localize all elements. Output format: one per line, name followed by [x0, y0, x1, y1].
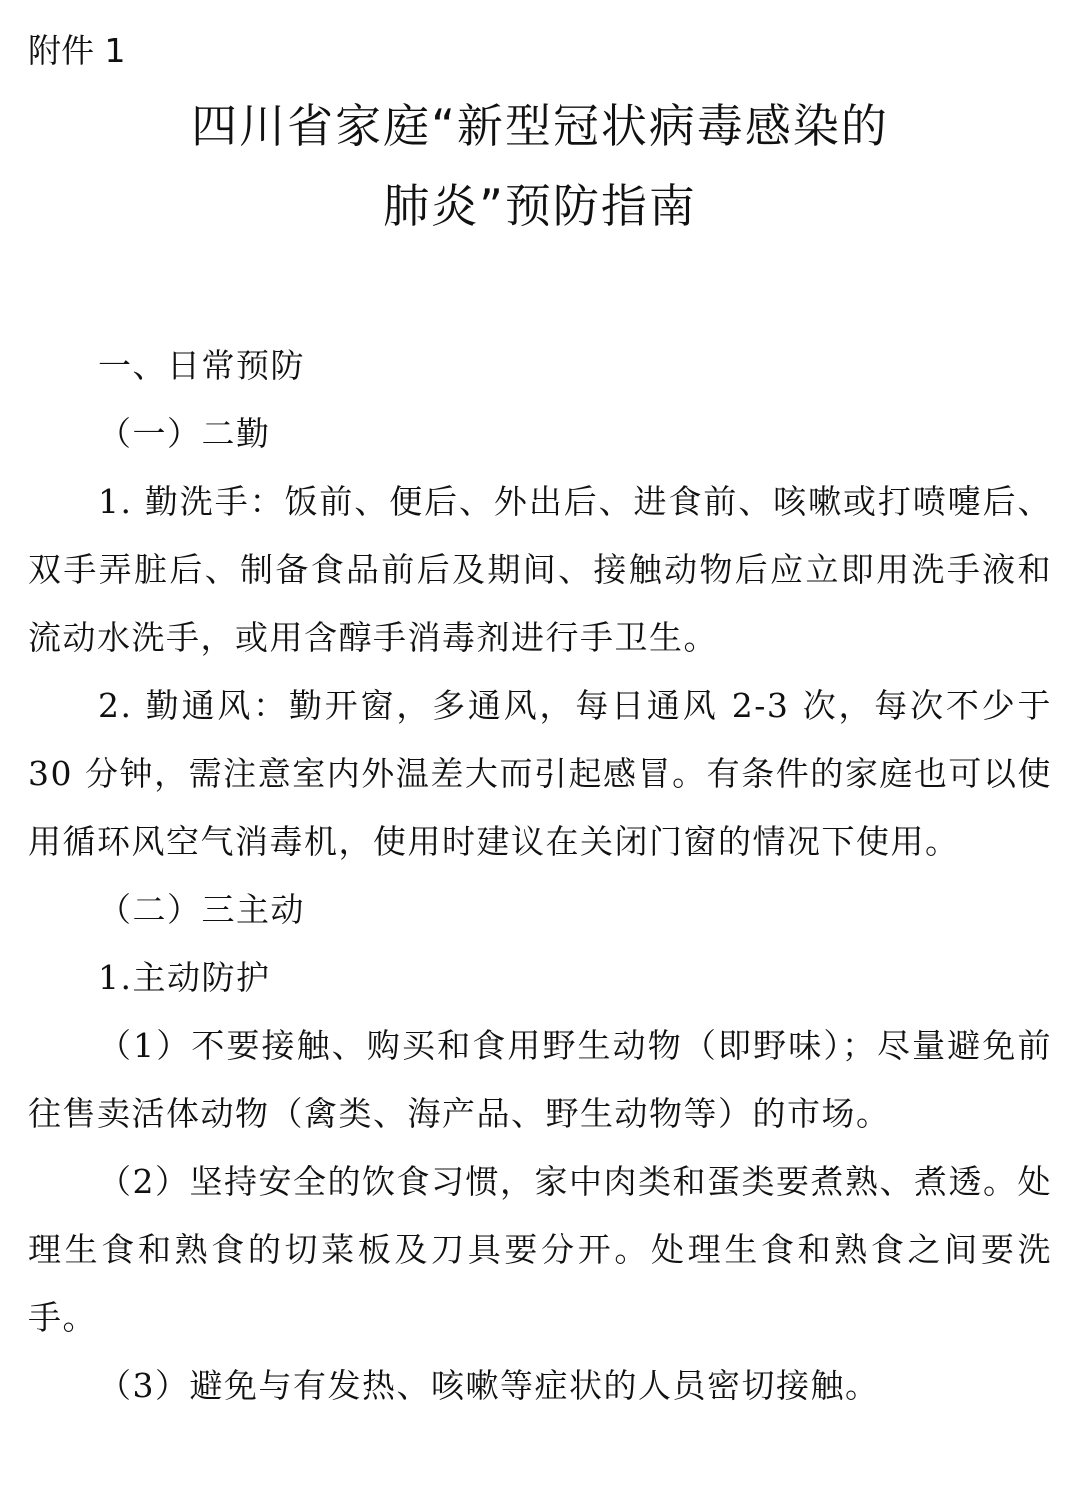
document-body [28, 332, 1052, 1420]
document-title-line-2: 肺炎”预防指南 [383, 179, 697, 233]
paragraph-avoid-wild-animals: （1）不要接触、购买和食用野生动物（即野味）；尽量避免前往售卖活体动物（禽类、海产品、野生动物等）的市场。 [28, 1026, 1052, 1133]
paragraph-safe-eating: （2）坚持安全的饮食习惯，家中肉类和蛋类要煮熟、煮透。处理生食和熟食的切菜板及刀具要分开。处理生食和熟食之间要洗手。 [28, 1162, 1052, 1337]
paragraph-wash-hands: 1. 勤洗手：饭前、便后、外出后、进食前、咳嗽或打喷嚏后、双手弄脏后、制备食品前后及期间、接触动物后应立即用洗手液和流动水洗手，或用含醇手消毒剂进行手卫生。 [28, 482, 1052, 657]
subsection-heading-three-initiatives: （二）三主动 [98, 890, 305, 929]
document-title-line-1: 四川省家庭“新型冠状病毒感染的 [191, 99, 889, 153]
item-heading-active-protection: 1.主动防护 [98, 958, 271, 997]
paragraph-avoid-contact: （3）避免与有发热、咳嗽等症状的人员密切接触。 [98, 1366, 880, 1405]
section-heading-daily-prevention: 一、日常预防 [98, 346, 305, 385]
attachment-label: 附件 1 [28, 31, 126, 70]
subsection-heading-two-diligences: （一）二勤 [98, 414, 271, 453]
paragraph-ventilation: 2. 勤通风：勤开窗，多通风，每日通风 2-3 次，每次不少于 30 分钟，需注意室内外温差大而引起感冒。有条件的家庭也可以使用循环风空气消毒机，使用时建议在关闭门窗的情况下使用。 [28, 686, 1052, 861]
